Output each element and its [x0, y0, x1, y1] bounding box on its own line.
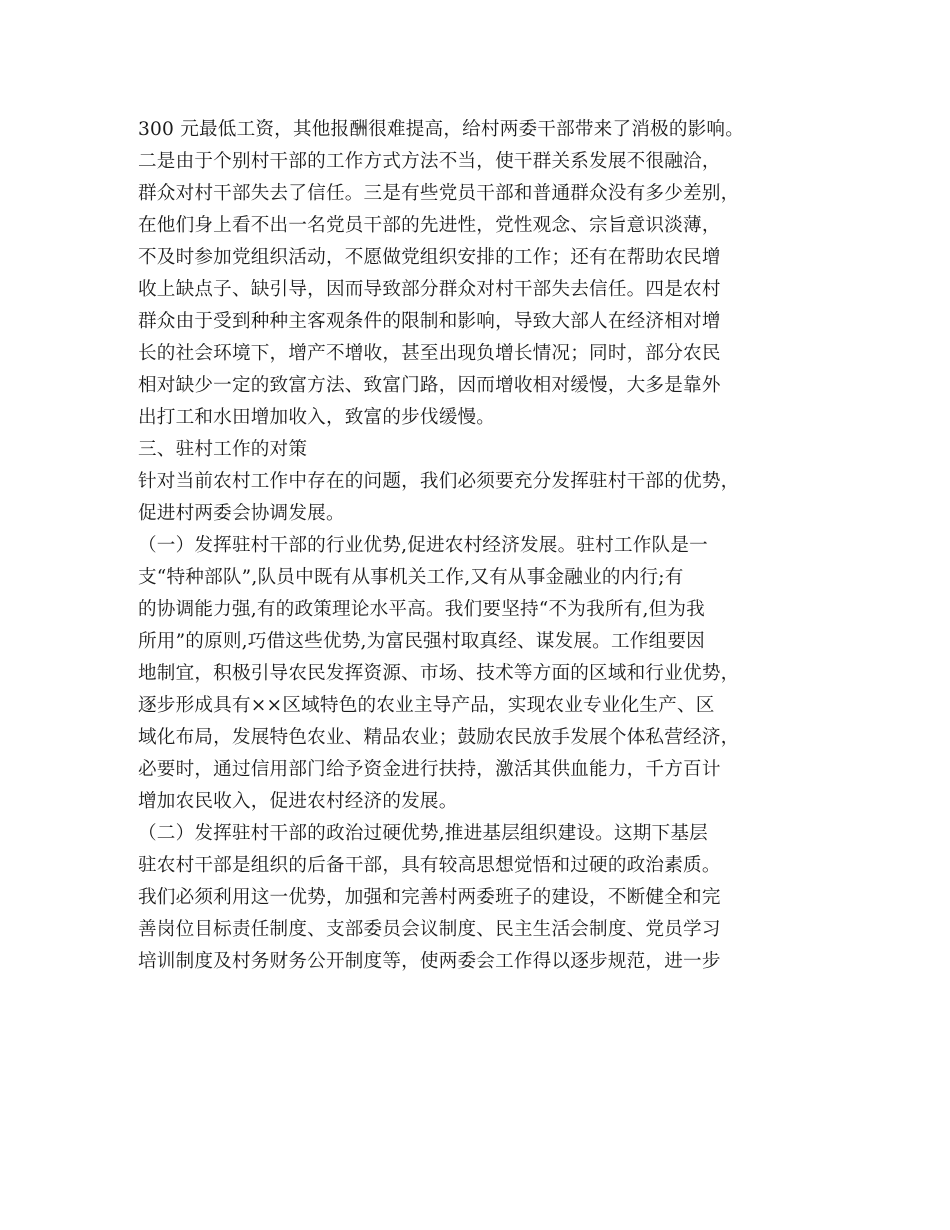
text-line: 相对缺少一定的致富方法、致富门路，因而增收相对缓慢，大多是靠外 [138, 375, 721, 396]
text-line: 地制宜，积极引导农民发挥资源、市场、技术等方面的区域和行业优势， [138, 663, 740, 684]
text-line: 300 元最低工资，其他报酬很难提高，给村两委干部带来了消极的影响。 [138, 119, 745, 140]
text-line: 所用”的原则,巧借这些优势,为富民强村取真经、谋发展。工作组要因 [138, 631, 705, 652]
text-line: （一）发挥驻村干部的行业优势,促进农村经济发展。驻村工作队是一 [138, 535, 708, 556]
text-line: 在他们身上看不出一名党员干部的先进性，党性观念、宗旨意识淡薄， [138, 215, 721, 236]
text-line: 我们必须利用这一优势，加强和完善村两委班子的建设，不断健全和完 [138, 887, 721, 908]
text-line: 不及时参加党组织活动，不愿做党组织安排的工作；还有在帮助农民增 [138, 247, 721, 268]
text-line: 逐步形成具有××区域特色的农业主导产品，实现农业专业化生产、区 [138, 695, 715, 716]
text-line: 培训制度及村务财务公开制度等，使两委会工作得以逐步规范，进一步 [138, 951, 721, 972]
text-line: 必要时，通过信用部门给予资金进行扶持，激活其供血能力，千方百计 [138, 759, 721, 780]
section-heading: 三、驻村工作的对策 [138, 439, 308, 460]
text-line: 支“特种部队”,队员中既有从事机关工作,又有从事金融业的内行;有 [138, 567, 684, 588]
text-line: 收上缺点子、缺引导，因而导致部分群众对村干部失去信任。四是农村 [138, 279, 721, 300]
text-line: 针对当前农村工作中存在的问题，我们必须要充分发挥驻村干部的优势， [138, 471, 740, 492]
text-line: 出打工和水田增加收入，致富的步伐缓慢。 [138, 407, 496, 428]
text-line: 驻农村干部是组织的后备干部，具有较高思想觉悟和过硬的政治素质。 [138, 855, 721, 876]
text-line: 的协调能力强,有的政策理论水平高。我们要坚持“不为我所有,但为我 [138, 599, 705, 620]
text-line: 群众对村干部失去了信任。三是有些党员干部和普通群众没有多少差别， [138, 183, 740, 204]
text-line: 域化布局，发展特色农业、精品农业；鼓励农民放手发展个体私营经济， [138, 727, 740, 748]
text-line: 长的社会环境下，增产不增收，甚至出现负增长情况；同时，部分农民 [138, 343, 721, 364]
body-text [138, 114, 838, 978]
text-line: 群众由于受到种种主客观条件的限制和影响，导致大部人在经济相对增 [138, 311, 721, 332]
text-line: 促进村两委会协调发展。 [138, 503, 345, 524]
text-line: 增加农民收入，促进农村经济的发展。 [138, 791, 458, 812]
text-line: 二是由于个别村干部的工作方式方法不当，使干群关系发展不很融洽， [138, 151, 721, 172]
text-line: （二）发挥驻村干部的政治过硬优势,推进基层组织建设。这期下基层 [138, 823, 708, 844]
text-line: 善岗位目标责任制度、支部委员会议制度、民主生活会制度、党员学习 [138, 919, 721, 940]
